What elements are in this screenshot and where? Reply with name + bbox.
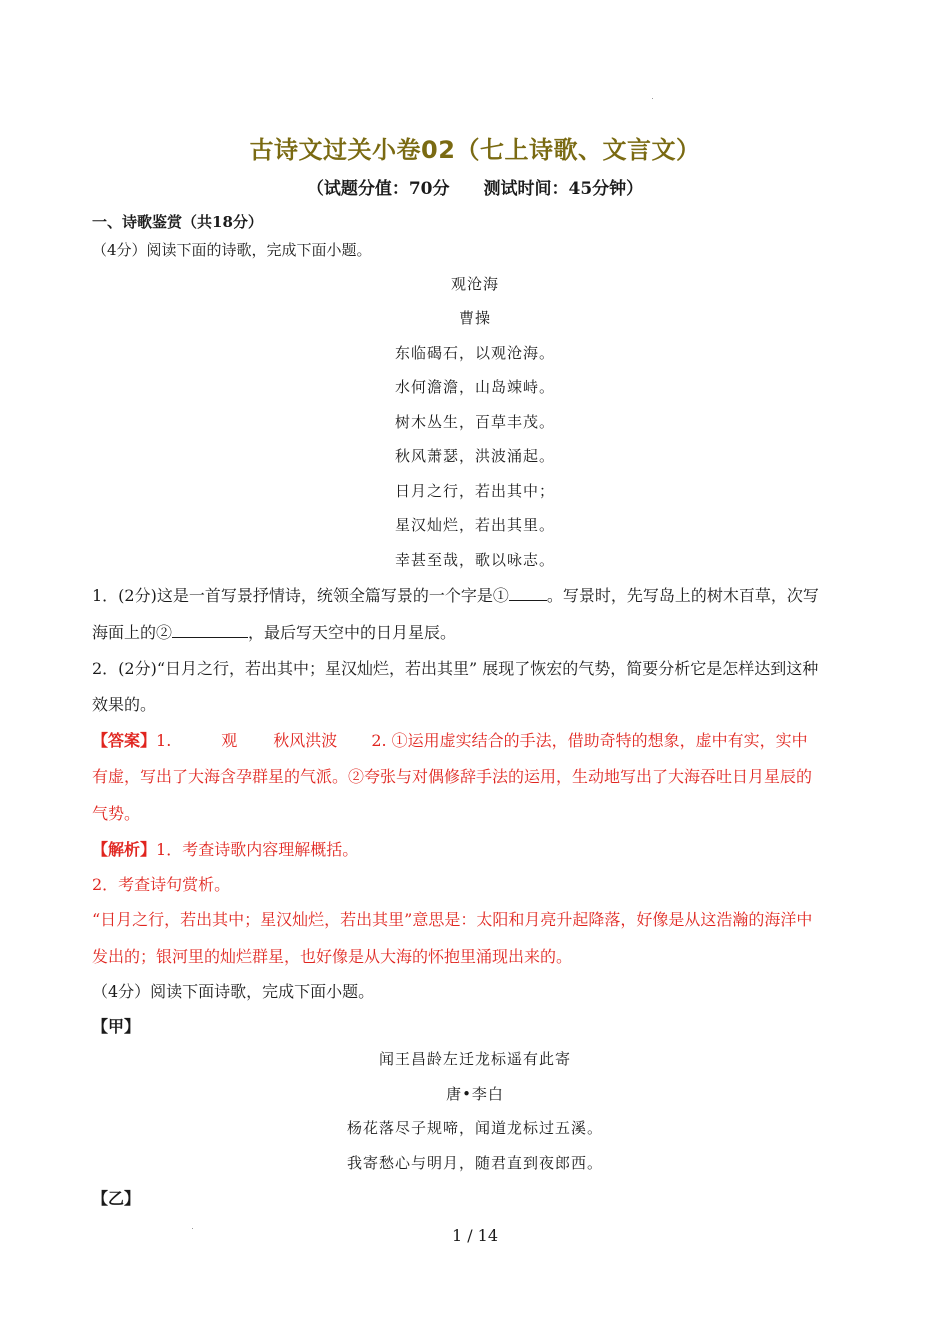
speck [652, 98, 653, 99]
question-2: 2．(2分)“日月之行，若出其中；星汉灿烂，若出其里” 展现了恢宏的气势，简要分析它是怎样达到这种 [92, 659, 819, 678]
text-marker-yi: 【乙】 [92, 1189, 141, 1208]
answer-label: 【答案】 [92, 731, 157, 750]
page-subtitle: （试题分值：70分 测试时间：45分钟） [306, 179, 644, 199]
question-text: 1．(2分)这是一首写景抒情诗，统领全篇写景的一个字是① [92, 586, 509, 605]
question-intro: （4分）阅读下面的诗歌，完成下面小题。 [92, 241, 372, 259]
section-heading: 一、诗歌鉴赏（共18分） [92, 213, 263, 231]
answer-block [92, 728, 808, 751]
answer-blank[interactable] [172, 623, 248, 638]
question-intro: （4分）阅读下面诗歌，完成下面小题。 [92, 982, 375, 1001]
poem-line: 秋风萧瑟，洪波涌起。 [394, 447, 555, 465]
poem-line: 幸甚至哉，歌以咏志。 [394, 551, 555, 569]
question-text: ，最后写天空中的日月星辰。 [248, 623, 457, 642]
poem-line: 杨花落尽子规啼，闻道龙标过五溪。 [346, 1119, 603, 1137]
analysis-text: 2．考查诗句赏析。 [92, 875, 231, 894]
question-1-cont [92, 620, 456, 643]
poem-line: 树木丛生，百草丰茂。 [394, 413, 555, 431]
analysis-text: 发出的；银河里的灿烂群星，也好像是从大海的怀抱里涌现出来的。 [92, 947, 573, 966]
question-text: 。写景时，先写岛上的树木百草，次写 [546, 586, 819, 605]
poem-author: 唐•李白 [446, 1085, 504, 1103]
text-marker-jia: 【甲】 [92, 1017, 141, 1036]
poem-line: 日月之行，若出其中； [394, 482, 555, 500]
question-text: 海面上的② [92, 623, 173, 642]
poem-author: 曹操 [458, 309, 491, 327]
poem-title: 观沧海 [450, 275, 499, 293]
answer-blank[interactable] [509, 586, 547, 601]
analysis-block [92, 837, 358, 860]
question-1 [92, 583, 819, 606]
poem-line: 水何澹澹，山岛竦峙。 [394, 378, 555, 396]
poem-line: 东临碣石，以观沧海。 [394, 344, 555, 362]
question-2-cont: 效果的。 [92, 695, 157, 714]
answer-text: 2. ①运用虚实结合的手法，借助奇特的想象，虚中有实，实中 [371, 731, 808, 750]
answer-text: 气势。 [92, 804, 141, 823]
poem-line: 星汉灿烂，若出其里。 [394, 516, 555, 534]
poem-line: 我寄愁心与明月，随君直到夜郎西。 [346, 1154, 603, 1172]
page-number: 1 / 14 [451, 1226, 499, 1245]
answer-text: 观 [221, 731, 238, 750]
page-title: 古诗文过关小卷02（七上诗歌、文言文） [249, 136, 701, 164]
analysis-label: 【解析】 [92, 840, 157, 859]
answer-text: 秋风洪波 [273, 731, 338, 750]
answer-text: 有虚，写出了大海含孕群星的气派。②夸张与对偶修辞手法的运用，生动地写出了大海吞吐日月星辰的 [92, 767, 813, 786]
answer-text: 1. [156, 731, 172, 750]
analysis-text: “日月之行，若出其中；星汉灿烂，若出其里”意思是：太阳和月亮升起降落，好像是从这浩瀚的海洋中 [92, 910, 813, 929]
poem-title: 闻王昌龄左迁龙标遥有此寄 [378, 1050, 571, 1068]
analysis-text: 1．考查诗歌内容理解概括。 [156, 840, 359, 859]
